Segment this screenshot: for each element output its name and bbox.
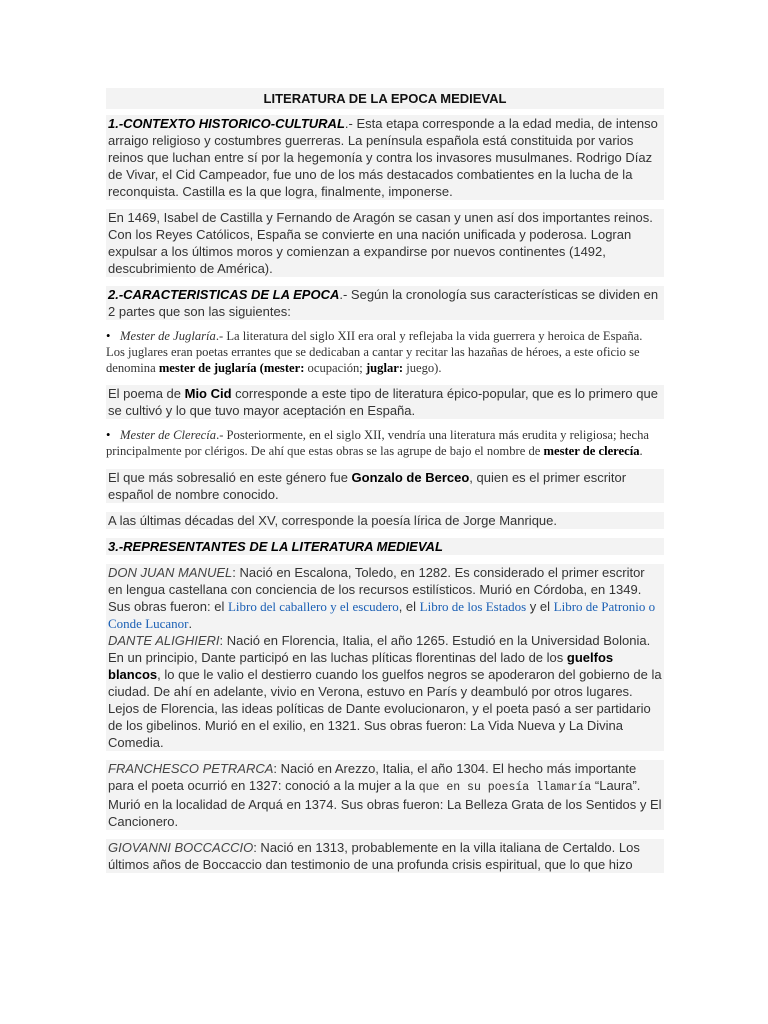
section-heading-3: 3.-REPRESENTANTES DE LA LITERATURA MEDIEVAL xyxy=(108,538,443,554)
boccaccio-text: : Nació en 1313, probablemente en la villa italiana de Certaldo. Los últimos años de Boccaccio dan testimonio de una profunda crisis espiritual, que lo que hizo xyxy=(108,839,640,872)
sep-3: o xyxy=(645,598,656,614)
bullet-icon: • xyxy=(106,428,111,443)
term-juglaria: Mester de Juglaría xyxy=(120,329,216,343)
context-text: .- Esta etapa corresponde a la edad media, de intenso arraigo religioso y costumbres guerreras. La península española está constituida por varios reinos que luchan entre sí por la hegemonía y contra los invasores musulmanes. Rodrigo Díaz de Vivar, el Cid Campeador, fue uno de los más destacados combatientes en la lucha de la reconquista. Castilla es la que logra, finalmente, imponerse. xyxy=(108,116,658,199)
juglar-bold: juglar: xyxy=(365,360,404,375)
clerecia-text: .- Posteriormente, en el siglo XII, vendría una literatura más erudita y religiosa; hecha principalmente por clérigos. De ahí que estas obras se las agrupe de bajo el nombre de xyxy=(106,428,649,459)
paragraph-juan-manuel xyxy=(106,564,664,632)
paragraph-context xyxy=(106,115,664,200)
paragraph-berceo xyxy=(106,469,664,503)
juglaria-text-2: ocupación; xyxy=(304,360,366,375)
link-libro-patronio[interactable]: Libro de Patronio xyxy=(553,598,646,614)
berceo-post: , quien es el primer escritor español de nombre conocido. xyxy=(108,469,627,502)
paragraph-dante xyxy=(106,632,664,751)
document-title: LITERATURA DE LA EPOCA MEDIEVAL xyxy=(106,88,664,109)
author-name-boccaccio: GIOVANNI BOCCACCIO xyxy=(108,839,254,855)
list-item-clerecia xyxy=(106,428,664,460)
juan-manuel-text: : Nació en Escalona, Toledo, en 1282. Es considerado el primer escritor en lengua castellana con conciencia de los recursos estilísticos. Murió en Córdoba, en 1349. Sus obras fueron: el xyxy=(108,564,645,614)
mio-cid-bold: Mio Cid xyxy=(184,386,232,402)
clerecia-end: . xyxy=(639,444,643,459)
sep-2: y el xyxy=(526,598,554,614)
juglaria-text: .- La literatura del siglo XII era oral y reflejaba la vida guerrera y heroica de España. Los juglares eran poetas errantes que se dedicaban a cantar y recitar las hazañas de héroes, a este oficio se denomina xyxy=(106,329,643,375)
juan-manuel-end: . xyxy=(188,615,193,631)
petrarca-post: “Laura”. Murió en la localidad de Arquá en 1374. Sus obras fueron: La Belleza Grata de los Sentidos y El Cancionero. xyxy=(108,777,662,829)
paragraph-petrarca xyxy=(106,760,664,830)
caracteristicas-text: .- Según la cronología sus características se dividen en 2 partes que son las siguientes: xyxy=(108,287,659,319)
link-libro-caballero[interactable]: Libro del caballero y el escudero xyxy=(227,598,399,614)
juglaria-text-3: juego). xyxy=(403,360,442,375)
list-item-juglaria xyxy=(106,329,664,376)
paragraph-reyes-catolicos: En 1469, Isabel de Castilla y Fernando de Aragón se casan y unen así dos importantes reinos. Con los Reyes Católicos, España se convierte en una nación unificada y poderosa. Logran expulsar a los últimos moros y comienzan a expandirse por nuevos continentes (1492, descubrimiento de América). xyxy=(106,209,664,277)
section-heading-2: 2.-CARACTERISTICAS DE LA EPOCA xyxy=(108,287,340,302)
paragraph-mio-cid xyxy=(106,385,664,419)
berceo-pre: El que más sobresalió en este género fue xyxy=(108,469,352,485)
juglaria-bold-term: mester de juglaría (mester: xyxy=(158,360,305,375)
paragraph-manrique: A las últimas décadas del XV, corresponde la poesía lírica de Jorge Manrique. xyxy=(106,512,664,529)
section-heading-1: 1.-CONTEXTO HISTORICO-CULTURAL xyxy=(108,116,345,131)
guelfos-blancos-bold: guelfos blancos xyxy=(108,649,614,682)
link-conde-lucanor[interactable]: Conde Lucanor xyxy=(108,615,189,631)
term-clerecia: Mester de Clerecía xyxy=(120,428,217,443)
petrarca-mono-text: que en su poesía llamaría xyxy=(418,780,592,794)
dante-text: : Nació en Florencia, Italia, el año 1265. Estudió en la Universidad Bolonia. En un principio, Dante participó en las luchas plíticas florentinas del lado de los xyxy=(108,632,651,665)
berceo-bold: Gonzalo de Berceo xyxy=(351,469,470,485)
link-libro-estados[interactable]: Libro de los Estados xyxy=(419,598,527,614)
bullet-icon: • xyxy=(106,329,111,343)
document-page xyxy=(106,88,664,873)
author-name-petrarca: FRANCHESCO PETRARCA xyxy=(108,760,274,776)
paragraph-boccaccio xyxy=(106,839,664,873)
dante-post: , lo que le valio el destierro cuando los guelfos negros se apoderaron del gobierno de la ciudad. De ahí en adelante, vivio en Verona, estuvo en París y deambuló por otros lugares. Lejos de Florencia, las ideas políticas de Dante evolucionaron, y el poeta pasó a ser partidario de los gibelinos. Murió en el exilio, en 1321. Sus obras fueron: La Vida Nueva y La Divina Comedia. xyxy=(108,666,662,750)
author-name-juan-manuel: DON JUAN MANUEL xyxy=(108,564,233,580)
author-name-dante: DANTE ALIGHIERI xyxy=(108,632,220,648)
paragraph-caracteristicas xyxy=(106,286,664,320)
clerecia-bold: mester de clerecía xyxy=(543,444,640,459)
mio-cid-post: corresponde a este tipo de literatura épico-popular, que es lo primero que se cultivó y lo que tuvo mayor aceptación en España. xyxy=(108,386,658,419)
mio-cid-pre: El poema de xyxy=(108,386,185,402)
section-heading-3-block xyxy=(106,538,664,555)
petrarca-text: : Nació en Arezzo, Italia, el año 1304. El hecho más importante para el poeta ocurrió en 1327: conoció a la mujer a la xyxy=(108,760,637,793)
sep-1: , el xyxy=(398,598,420,614)
